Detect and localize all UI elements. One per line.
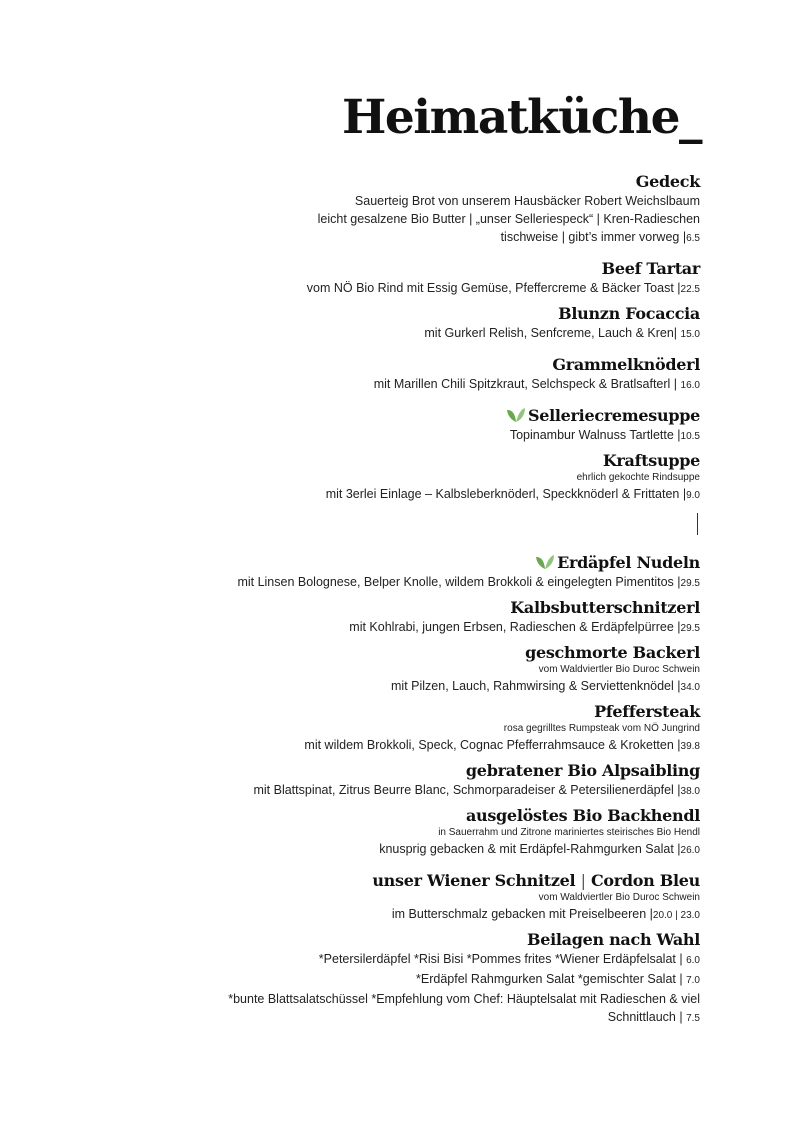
menu-item-grammelknoederl [0, 354, 700, 395]
price-separator: | [673, 326, 681, 340]
dish-description: mit Gurkerl Relish, Senfcreme, Lauch & Kren [424, 326, 674, 340]
dish-name-row [0, 870, 700, 891]
page-title: Heimatküche_ [342, 90, 701, 145]
dish-description-price-line [0, 485, 700, 505]
dish-subtitle: in Sauerrahm und Zitrone mariniertes steirisches Bio Hendl [438, 827, 700, 838]
dish-description: Sauerteig Brot von unserem Hausbäcker Robert Weichslbaum [354, 194, 700, 208]
dish-name: Grammelknöderl [552, 355, 700, 374]
price-separator: | [670, 377, 681, 391]
price-separator: | [675, 972, 687, 986]
side-dish-price: 7.0 [686, 975, 700, 986]
price-separator: | [673, 679, 681, 693]
dish-description: mit Blattspinat, Zitrus Beurre Blanc, Schmorparadeiser & Petersilienerdäpfel [253, 783, 674, 797]
dish-description-price-line [0, 840, 700, 860]
dish-subtitle: ehrlich gekochte Rindsuppe [576, 472, 700, 483]
price-separator: | [673, 575, 681, 589]
dish-price: 22.5 [680, 284, 700, 295]
dish-description: vom NÖ Bio Rind mit Essig Gemüse, Pfeffercreme & Bäcker Toast [306, 281, 674, 295]
dish-description-price-line [0, 228, 700, 248]
dish-name: Selleriecremesuppe [527, 406, 700, 425]
price-separator: | [673, 620, 681, 634]
dish-name: unser Wiener Schnitzel [372, 871, 576, 890]
menu-item-backhendl [0, 805, 700, 860]
dish-description: mit Pilzen, Lauch, Rahmwirsing & Serviettenknödel [391, 679, 674, 693]
dish-price: 29.5 [680, 623, 700, 634]
dish-name: Beef Tartar [601, 259, 700, 278]
side-dish-price: 6.0 [686, 955, 700, 966]
side-dish-description: Schnittlauch [607, 1010, 676, 1024]
leaf-icon [535, 554, 555, 570]
dish-price: 39.8 [680, 741, 700, 752]
dish-name: Kraftsuppe [602, 451, 700, 470]
dish-description: leicht gesalzene Bio Butter | „unser Selleriespeck“ | Kren-Radieschen [317, 212, 700, 226]
dish-name: Cordon Bleu [590, 871, 700, 890]
dish-subtitle: vom Waldviertler Bio Duroc Schwein [538, 664, 700, 675]
dish-description-price-line [0, 781, 700, 801]
dish-price: 29.5 [680, 578, 700, 589]
menu-item-pfeffersteak [0, 701, 700, 756]
side-dish-line: *bunte Blattsalatschüssel *Empfehlung vom Chef: Häuptelsalat mit Radieschen & viel [228, 992, 700, 1006]
menu-item-selleriecremesuppe [0, 405, 700, 446]
dish-price: 16.0 [680, 380, 700, 391]
menu-item-kraftsuppe [0, 450, 700, 505]
dish-subtitle: rosa gegrilltes Rumpsteak vom NÖ Jungrind [503, 723, 700, 734]
price-separator: | [675, 1010, 687, 1024]
menu-list [0, 171, 700, 1028]
leaf-icon [506, 407, 526, 423]
price-separator: | [682, 230, 687, 244]
price-separator: | [677, 281, 681, 295]
dish-name: Beilagen nach Wahl [527, 930, 700, 949]
menu-item-beilagen [0, 929, 700, 1028]
price-separator: | [679, 487, 687, 501]
dish-description: tischweise | gibt’s immer vorweg [500, 230, 680, 244]
menu-item-gedeck [0, 171, 700, 248]
dish-description: mit Kohlrabi, jungen Erbsen, Radieschen & Erdäpfelpürree [349, 620, 674, 634]
menu-item-blunzn-focaccia [0, 303, 700, 344]
side-dish-description: *Petersilerdäpfel *Risi Bisi *Pommes frites *Wiener Erdäpfelsalat [318, 952, 676, 966]
dish-description-price-line [0, 279, 700, 299]
dish-description-price-line [0, 573, 700, 593]
dish-description-price-line [0, 426, 700, 446]
dish-price: 26.0 [680, 845, 700, 856]
dish-description-price-line [0, 905, 700, 925]
menu-item-wiener-schnitzel [0, 870, 700, 925]
dish-description: mit Marillen Chili Spitzkraut, Selchspeck & Bratlsafterl [373, 377, 671, 391]
dish-description-price-line [0, 618, 700, 638]
name-separator: | [580, 871, 586, 890]
dish-name: Gedeck [635, 172, 700, 191]
dish-name: Blunzn Focaccia [558, 304, 700, 323]
price-separator: | [673, 738, 681, 752]
dish-description: mit 3erlei Einlage – Kalbsleberknöderl, Speckknöderl & Frittaten [325, 487, 680, 501]
dish-description-price-line [0, 324, 700, 344]
dish-name: Kalbsbutterschnitzerl [510, 598, 700, 617]
section-divider [0, 505, 700, 552]
dish-price: 20.0 | 23.0 [652, 910, 700, 921]
menu-item-kalbsbutterschnitzerl [0, 597, 700, 638]
dish-description-price-line [0, 677, 700, 697]
dish-description: Topinambur Walnuss Tartlette [509, 428, 674, 442]
dish-price: 15.0 [680, 329, 700, 340]
dish-name: gebratener Bio Alpsaibling [465, 761, 700, 780]
dish-name: ausgelöstes Bio Backhendl [465, 806, 700, 825]
dish-name: Pfeffersteak [594, 702, 700, 721]
dish-name-row [0, 552, 700, 573]
dish-name-row [0, 405, 700, 426]
menu-item-alpsaibling [0, 760, 700, 801]
dish-description-price-line [0, 736, 700, 756]
side-dish-line [0, 950, 700, 970]
side-dish-line [0, 970, 700, 990]
dish-price: 6.5 [686, 233, 700, 244]
price-separator: | [675, 952, 687, 966]
menu-item-erdaepfel-nudeln [0, 552, 700, 593]
dish-name: geschmorte Backerl [525, 643, 700, 662]
dish-description: mit wildem Brokkoli, Speck, Cognac Pfefferrahmsauce & Kroketten [304, 738, 674, 752]
dish-description: im Butterschmalz gebacken mit Preiselbeeren [391, 907, 647, 921]
dish-price: 9.0 [686, 490, 700, 501]
dish-description: mit Linsen Bolognese, Belper Knolle, wildem Brokkoli & eingelegten Pimentitos [237, 575, 674, 589]
dish-price: 10.5 [680, 431, 700, 442]
dish-description: knusprig gebacken & mit Erdäpfel-Rahmgurken Salat [379, 842, 674, 856]
menu-item-beef-tartar [0, 258, 700, 299]
price-separator: | [673, 783, 681, 797]
price-separator: | [673, 428, 681, 442]
side-dish-price: 7.5 [686, 1013, 700, 1024]
side-dish-line [0, 1008, 700, 1028]
dish-description-price-line [0, 375, 700, 395]
dish-name: Erdäpfel Nudeln [557, 553, 700, 572]
price-separator: | [673, 842, 681, 856]
dish-price: 38.0 [680, 786, 700, 797]
dish-price: 34.0 [680, 682, 700, 693]
price-separator: | [646, 907, 653, 921]
dish-subtitle: vom Waldviertler Bio Duroc Schwein [538, 892, 700, 903]
side-dish-description: *Erdäpfel Rahmgurken Salat *gemischter Salat [416, 972, 676, 986]
menu-item-geschmorte-backerl [0, 642, 700, 697]
